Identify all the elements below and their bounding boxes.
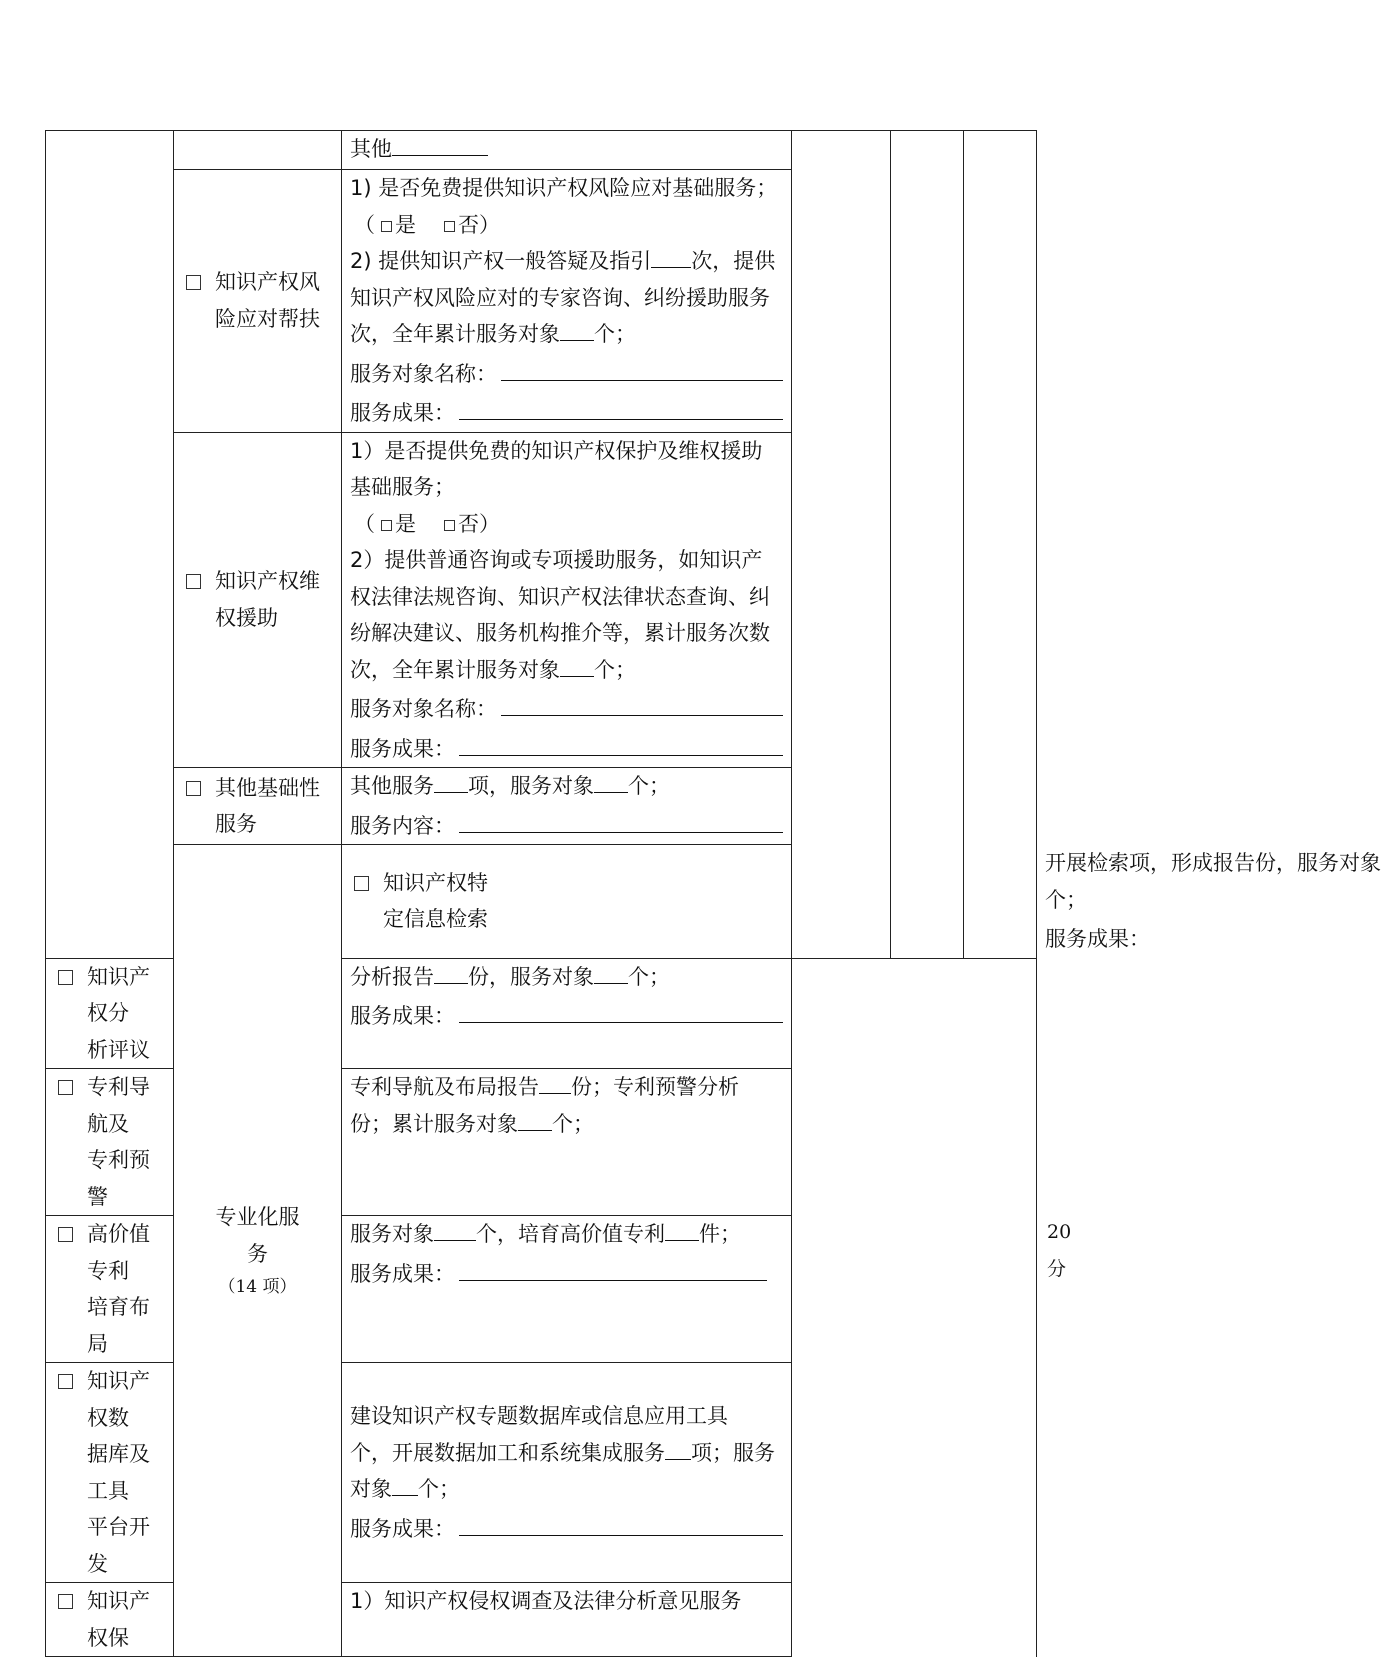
blank[interactable] bbox=[392, 1471, 418, 1496]
other-basic-l1-a: 其他服务 bbox=[350, 774, 434, 798]
category-label: 专业化服 bbox=[215, 1205, 300, 1229]
category-label: 务 bbox=[247, 1241, 268, 1266]
category-count: （14 项） bbox=[218, 1277, 297, 1297]
result-label: 服务成果： bbox=[350, 1261, 455, 1286]
blank[interactable] bbox=[665, 1435, 691, 1460]
protection-l1: 1）知识产权侵权调查及法律分析意见服务 bbox=[350, 1589, 742, 1613]
item-name-line: 知识产权数 bbox=[87, 1369, 150, 1430]
checkbox[interactable] bbox=[58, 1080, 73, 1095]
result-input[interactable] bbox=[459, 1508, 783, 1536]
category-professional bbox=[174, 845, 342, 1657]
blank[interactable] bbox=[594, 959, 628, 984]
checkbox[interactable] bbox=[354, 876, 369, 891]
high-value-content bbox=[342, 1216, 792, 1363]
risk-q1: 1) 是否免费提供知识产权风险应对基础服务； bbox=[350, 176, 778, 200]
item-name-line: 定信息检索 bbox=[383, 907, 488, 932]
no-label: 否 bbox=[458, 212, 479, 237]
yes-label: 是 bbox=[395, 212, 416, 237]
target-input[interactable] bbox=[501, 353, 783, 381]
rights-q2-e: 个； bbox=[594, 657, 636, 682]
item-name-line: 知识产权保 bbox=[87, 1589, 150, 1650]
item-other-basic bbox=[174, 768, 342, 845]
result-label: 服务成果： bbox=[1045, 927, 1150, 951]
item-search bbox=[342, 845, 792, 959]
content-label: 服务内容： bbox=[350, 813, 455, 838]
no-checkbox[interactable] bbox=[444, 520, 455, 531]
target-input[interactable] bbox=[501, 688, 783, 716]
result-label: 服务成果： bbox=[350, 1516, 455, 1541]
rights-q2-a: 2）提供普通咨询或专项援助服务，如知识产 bbox=[350, 548, 763, 572]
blank[interactable] bbox=[560, 316, 594, 341]
checkbox[interactable] bbox=[58, 1594, 73, 1609]
checkbox[interactable] bbox=[186, 275, 201, 290]
item-name-line: 专利预警 bbox=[87, 1148, 150, 1209]
high-value-l1-c: 件； bbox=[699, 1222, 741, 1246]
search-l1-a: 开展检索 bbox=[1045, 851, 1129, 875]
checkbox[interactable] bbox=[58, 1374, 73, 1389]
database-l3-b: 个； bbox=[418, 1477, 460, 1501]
result-input[interactable] bbox=[459, 392, 783, 420]
category-cell-basic bbox=[46, 131, 174, 959]
item-rights bbox=[174, 432, 342, 768]
item-database bbox=[46, 1363, 174, 1583]
patent-nav-content bbox=[342, 1069, 792, 1216]
rights-q1-a: 1）是否提供免费的知识产权保护及维权援助 bbox=[350, 438, 763, 463]
result-label: 服务成果： bbox=[350, 1004, 455, 1028]
item-high-value bbox=[46, 1216, 174, 1363]
item-name-line: 知识产权维 bbox=[215, 569, 320, 594]
risk-q2-b: 次，提供 bbox=[691, 249, 776, 273]
result-label: 服务成果： bbox=[350, 736, 455, 761]
protection-content bbox=[342, 1583, 792, 1657]
checkbox[interactable] bbox=[58, 970, 73, 985]
item-analysis bbox=[46, 958, 174, 1069]
no-label: 否 bbox=[458, 511, 479, 536]
other-basic-content bbox=[342, 768, 792, 845]
other-blank[interactable] bbox=[392, 131, 488, 156]
high-value-l1-a: 服务对象 bbox=[350, 1222, 434, 1246]
search-l1-b: 项，形成报告 bbox=[1129, 851, 1255, 875]
item-name-line: 专利导航及 bbox=[87, 1075, 150, 1136]
analysis-content bbox=[342, 958, 792, 1069]
rights-q2-c: 纷解决建议、服务机构推介等，累计服务次数 bbox=[350, 621, 770, 645]
risk-q2-c: 知识产权风险应对的专家咨询、纠纷援助服务 bbox=[350, 285, 770, 310]
blank[interactable] bbox=[434, 768, 468, 793]
item-protection bbox=[46, 1583, 174, 1657]
search-l1-c: 份，服务对象 bbox=[1255, 851, 1381, 875]
analysis-l1-a: 分析报告 bbox=[350, 964, 434, 989]
blank[interactable] bbox=[434, 1216, 476, 1241]
checkbox[interactable] bbox=[186, 574, 201, 589]
risk-content: 1) 是否免费提供知识产权风险应对基础服务； （ 是 否 ） 2) 提供知识产权一般答疑及指引 次，提供 知识产权风险应对的专家咨询、纠纷援助服务 次，全年累计服务对象 个； 服务对象名称： 服务成果： bbox=[342, 170, 792, 433]
database-l3-a: 对象 bbox=[350, 1477, 392, 1501]
score-cell-basic bbox=[792, 131, 891, 959]
item-name-line: 知识产权分 bbox=[87, 964, 150, 1025]
risk-q2-a: 2) 提供知识产权一般答疑及指引 bbox=[350, 249, 652, 273]
result-input[interactable] bbox=[459, 1253, 767, 1281]
yes-label: 是 bbox=[395, 511, 416, 536]
yes-checkbox[interactable] bbox=[381, 520, 392, 531]
item-name-line: 险应对帮扶 bbox=[215, 306, 320, 331]
patent-nav-l1-a: 专利导航及布局报告 bbox=[350, 1075, 539, 1099]
patent-nav-l2-b: 个； bbox=[552, 1111, 594, 1136]
checkbox[interactable] bbox=[58, 1227, 73, 1242]
result-input[interactable] bbox=[459, 995, 783, 1023]
item-name-line: 高价值专利 bbox=[87, 1222, 150, 1283]
blank[interactable] bbox=[539, 1069, 571, 1094]
item-name-line: 知识产权风 bbox=[215, 270, 320, 295]
service-table: 其他 知识产权风 险应对帮扶 1) 是否免费提供知识产权风险应对基础服务； （ 是 否 ） 2) 提供知识产权一般答疑及指引 次，提供 知识产权风险应对的专家咨询、纠纷援助服务 次，全年累计服务对象 个； 服务对象名称： 服务成果： 知识产权维 权援助 1）是否提供免费的知识产权保护及维权援助 基础服务； （ 是 否 ） 2）提供普通咨询或专项援助服务，如知识产 权法律法规咨询、知识产权法律状态查询、纠 纷解决建议、服务机构推介等，累计服务次数 次，全年累计服务对象 个； 服务对象名称： 服务成果： 其他基础性 服务 其他服务 项，服务对象 个； 服务内容： 专业化服 务 （14 项） 知识产权特 定信息检索 开展检索 项，形成报告 份，服务对象 个； 服务成果： 20 分 知识产权分 析评议 分析报告 份，服务对象 个； 服务成果： 专利导航及 专利预警 专利导航及布局报告 份；专利预警分析 份；累计服务对象 个； 高价值专利 培育布局 服务对象 个，培育高价值专利 件； 服务成果： 知识产权数 据库及工具 平台开发 建设知识产权专题数据库或信息应用工具 个，开展数据加工和系统集成服务 项；服务 对象 个； 服务成果： 知识产权保 1）知识产权侵权调查及法律分析意见服务 bbox=[45, 130, 1037, 1657]
patent-nav-l1-b: 份；专利预警分析 bbox=[571, 1075, 739, 1099]
blank[interactable] bbox=[651, 243, 691, 268]
target-label: 服务对象名称： bbox=[350, 697, 497, 721]
item-name-line: 服务 bbox=[215, 812, 257, 836]
yes-checkbox[interactable] bbox=[381, 221, 392, 232]
blank[interactable] bbox=[518, 1106, 552, 1131]
no-checkbox[interactable] bbox=[444, 221, 455, 232]
database-content bbox=[342, 1363, 792, 1583]
item-name-line: 平台开发 bbox=[87, 1515, 150, 1576]
analysis-l1-b: 份，服务对象 bbox=[468, 964, 594, 989]
rights-q1-b: 基础服务； bbox=[350, 475, 455, 499]
item-name-line: 培育布局 bbox=[87, 1295, 150, 1356]
analysis-l1-c: 个； bbox=[628, 964, 670, 989]
result-label: 服务成果： bbox=[350, 401, 455, 425]
other-basic-l1-c: 个； bbox=[628, 774, 670, 798]
content-input[interactable] bbox=[459, 805, 783, 833]
blank[interactable] bbox=[594, 768, 628, 793]
item-name-line: 其他基础性 bbox=[215, 775, 320, 800]
patent-nav-l2-a: 份；累计服务对象 bbox=[350, 1111, 518, 1136]
other-basic-l1-b: 项，服务对象 bbox=[468, 774, 594, 798]
other-label: 其他 bbox=[350, 137, 392, 161]
other-top-content bbox=[342, 131, 792, 170]
item-patent-nav bbox=[46, 1069, 174, 1216]
item-risk bbox=[174, 170, 342, 433]
item-name-line: 据库及工具 bbox=[87, 1442, 150, 1503]
high-value-l1-b: 个，培育高价值专利 bbox=[476, 1222, 665, 1246]
rights-q2-b: 权法律法规咨询、知识产权法律状态查询、纠 bbox=[350, 584, 770, 609]
rights-content: 1）是否提供免费的知识产权保护及维权援助 基础服务； （ 是 否 ） 2）提供普通咨询或专项援助服务，如知识产 权法律法规咨询、知识产权法律状态查询、纠 纷解决建议、服务机构推介等，累计服务次数 次，全年累计服务对象 个； 服务对象名称： 服务成果： bbox=[342, 432, 792, 768]
col5-cell-basic bbox=[891, 131, 964, 959]
database-l1: 建设知识产权专题数据库或信息应用工具 bbox=[350, 1404, 728, 1428]
col6-cell-basic bbox=[964, 131, 1037, 959]
risk-q2-d: 次，全年累计服务对象 bbox=[350, 322, 560, 346]
rights-q2-d: 次，全年累计服务对象 bbox=[350, 657, 560, 682]
checkbox[interactable] bbox=[186, 781, 201, 796]
item-cell-empty bbox=[174, 131, 342, 170]
item-name-line: 知识产权特 bbox=[383, 870, 488, 895]
blank[interactable] bbox=[434, 959, 468, 984]
target-label: 服务对象名称： bbox=[350, 361, 497, 386]
result-input[interactable] bbox=[459, 728, 783, 756]
database-l2-b: 项；服务 bbox=[691, 1440, 775, 1465]
database-l2-a: 个，开展数据加工和系统集成服务 bbox=[350, 1440, 665, 1465]
item-name-line: 权援助 bbox=[215, 605, 278, 630]
blank[interactable] bbox=[560, 652, 594, 677]
item-name-line: 析评议 bbox=[87, 1037, 150, 1062]
risk-q2-e: 个； bbox=[594, 322, 636, 346]
blank[interactable] bbox=[665, 1216, 699, 1241]
